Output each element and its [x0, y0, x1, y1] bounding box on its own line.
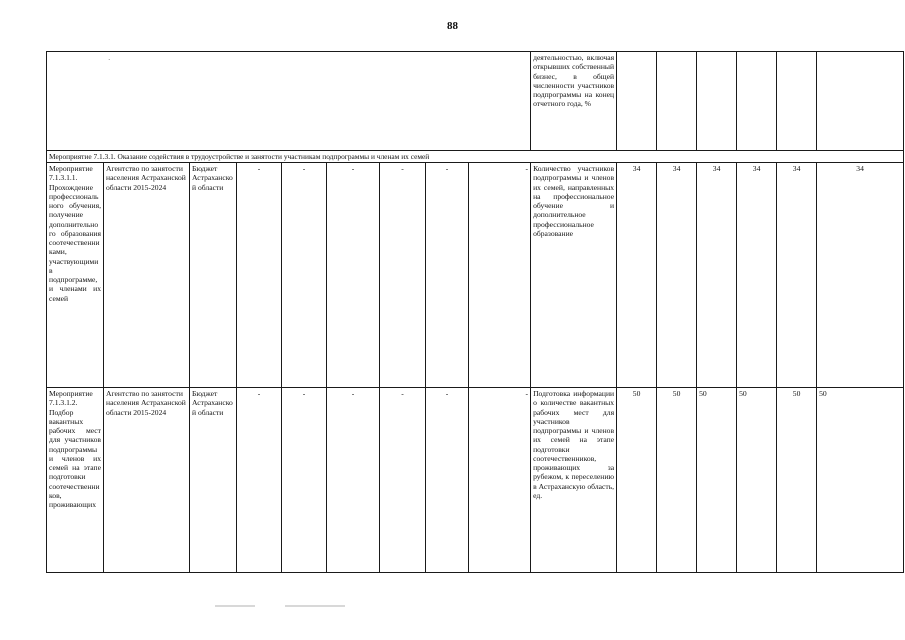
dash-cell: - [237, 163, 282, 388]
value-cell: 34 [817, 163, 904, 388]
value-cell: 50 [777, 388, 817, 573]
dash-cell: - [237, 388, 282, 573]
value-cell [777, 52, 817, 151]
dash-cell: - [380, 388, 426, 573]
value-cell: 34 [737, 163, 777, 388]
scan-smudge [285, 605, 345, 607]
dash-cell: - [380, 163, 426, 388]
indicator-cell: Подготовка информации о количестве вакантных рабочих мест для участников подпрограммы и членов их семей на этапе подготовки соотечественников, проживающих за рубежом, к переселению в Астраханскую область, ед. [531, 388, 617, 573]
dash-cell: - [282, 388, 327, 573]
value-cell: 34 [617, 163, 657, 388]
indicator-cell: деятельностью, включая открывших собственный бизнес, в общей численности участников подпрограммы на конец отчетного года, % [531, 52, 617, 151]
executor-cell: Агентство по занятости населения Астраханской области 2015-2024 [104, 388, 190, 573]
indicator-cell: Количество участников подпрограммы и членов их семей, направленных на профессиональное обучение и дополнительное профессиональное образование [531, 163, 617, 388]
table-row [47, 163, 904, 388]
executor-cell: Агентство по занятости населения Астраханской области 2015-2024 [104, 163, 190, 388]
table-row-continuation [47, 52, 904, 151]
section-title: Мероприятие 7.1.3.1. Оказание содействия в трудоустройстве и занятости участникам подпрограммы и членам их семей [47, 151, 904, 163]
value-cell [657, 52, 697, 151]
value-cell: 50 [617, 388, 657, 573]
section-row [47, 151, 904, 163]
value-cell: 34 [697, 163, 737, 388]
source-cell: Бюджет Астраханской области [190, 388, 237, 573]
value-cell: 34 [777, 163, 817, 388]
page-number: 88 [447, 20, 458, 32]
dash-cell: - [426, 388, 469, 573]
dash-cell: - [282, 163, 327, 388]
scan-smudge [215, 605, 255, 607]
dash-cell: - [426, 163, 469, 388]
dash-cell: - [327, 388, 380, 573]
value-cell: 34 [657, 163, 697, 388]
table-row [47, 388, 904, 573]
dash-cell: - [469, 388, 531, 573]
source-cell: Бюджет Астраханской области [190, 163, 237, 388]
value-cell [617, 52, 657, 151]
value-cell: 50 [697, 388, 737, 573]
dash-cell: - [469, 163, 531, 388]
empty-cell [47, 52, 531, 151]
value-cell [737, 52, 777, 151]
activity-cell: Мероприятие 7.1.3.1.2. Подбор вакантных рабочих мест для участников подпрограммы и членов их семей на этапе подготовки соотечественников, проживающих [47, 388, 104, 573]
scan-dot: · [108, 56, 111, 64]
activity-cell: Мероприятие 7.1.3.1.1. Прохождение профессионального обучения, получение дополнительного образования соотечественниками, участвующими в подпрограмме, и членами их семей [47, 163, 104, 388]
value-cell: 50 [737, 388, 777, 573]
dash-cell: - [327, 163, 380, 388]
value-cell [697, 52, 737, 151]
value-cell: 50 [657, 388, 697, 573]
program-table [46, 51, 904, 573]
value-cell: 50 [817, 388, 904, 573]
value-cell [817, 52, 904, 151]
